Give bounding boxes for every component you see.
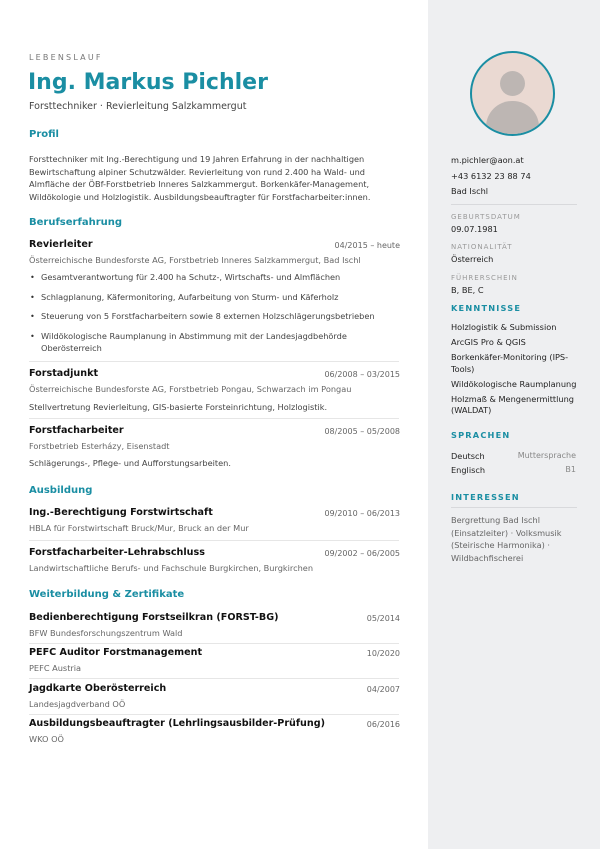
language-name: Deutsch bbox=[451, 451, 485, 461]
skills-heading: KENNTNISSE bbox=[451, 303, 522, 313]
cert-date: 10/2020 bbox=[366, 649, 400, 658]
birthdate-value: 09.07.1981 bbox=[451, 224, 498, 234]
skill-item: Borkenkäfer-Monitoring (IPS-Tools) bbox=[451, 352, 569, 374]
avatar-body-shape bbox=[486, 101, 539, 136]
divider bbox=[29, 643, 399, 644]
language-name: Englisch bbox=[451, 465, 486, 475]
profile-heading: Profil bbox=[29, 129, 59, 140]
document-eyebrow: LEBENSLAUF bbox=[29, 53, 103, 62]
language-level: Muttersprache bbox=[517, 451, 576, 460]
profile-text: Forsttechniker mit Ing.-Berechtigung und 19 Jahren Erfahrung in der nachhaltigen Bewirtschaftung alpiner Schutzwälder. Revierleitung von rund 2.400 ha Wald- und Almfläche der ÖBf-Forstbetrieb Inneres Salzkammergut. Borkenkäfer-Management, Wildökologie und Holzlogistik. Ausbildungsbeauftragter für Forstfacharbeiter:innen. bbox=[29, 154, 371, 202]
avatar-head-shape bbox=[500, 71, 525, 96]
nationality-label: NATIONALITÄT bbox=[451, 243, 513, 251]
job-title: Forstfacharbeiter bbox=[29, 425, 124, 436]
birthdate-label: GEBURTSDATUM bbox=[451, 213, 521, 221]
job-org: Forstbetrieb Esterházy, Eisenstadt bbox=[29, 441, 170, 451]
interests-heading: INTERESSEN bbox=[451, 492, 520, 502]
cert-date: 04/2007 bbox=[366, 685, 400, 694]
divider bbox=[29, 678, 399, 679]
job-bullet: • Schlagplanung, Käfermonitoring, Aufarbeitung von Sturm- und Käferholz bbox=[29, 291, 399, 304]
job-title: Revierleiter bbox=[29, 239, 93, 250]
divider bbox=[29, 540, 399, 541]
cert-date: 05/2014 bbox=[366, 614, 400, 623]
contact-email: m.pichler@aon.at bbox=[451, 155, 524, 165]
job-title: Forstadjunkt bbox=[29, 368, 99, 379]
education-date: 09/2002 – 06/2005 bbox=[324, 549, 400, 558]
job-org: Österreichische Bundesforste AG, Forstbetrieb Inneres Salzkammergut, Bad Ischl bbox=[29, 255, 361, 265]
job-org: Österreichische Bundesforste AG, Forstbetrieb Pongau, Schwarzach im Pongau bbox=[29, 384, 352, 394]
job-date: 04/2015 – heute bbox=[334, 241, 400, 250]
cert-title: Ausbildungsbeauftragter (Lehrlingsausbilder-Prüfung) bbox=[29, 718, 325, 729]
cert-date: 06/2016 bbox=[366, 720, 400, 729]
job-bullet: • Steuerung von 5 Forstfacharbeitern sowie 8 externen Holzschlägerungsbetrieben bbox=[29, 310, 399, 323]
certs-heading: Weiterbildung & Zertifikate bbox=[29, 589, 185, 600]
nationality-value: Österreich bbox=[451, 254, 494, 264]
education-org: HBLA für Forstwirtschaft Bruck/Mur, Bruck an der Mur bbox=[29, 523, 249, 533]
languages-heading: SPRACHEN bbox=[451, 430, 511, 440]
language-level: B1 bbox=[565, 465, 576, 474]
experience-heading: Berufserfahrung bbox=[29, 217, 123, 228]
contact-phone: +43 6132 23 88 74 bbox=[451, 171, 531, 181]
job-description: Stellvertretung Revierleitung, GIS-basierte Forsteinrichtung, Holzlogistik. bbox=[29, 402, 328, 412]
skill-item: Holzlogistik & Submission bbox=[451, 322, 557, 332]
cert-org: PEFC Austria bbox=[29, 663, 82, 673]
skill-item: ArcGIS Pro & QGIS bbox=[451, 337, 526, 347]
cert-org: WKO OÖ bbox=[29, 734, 64, 744]
education-title: Forstfacharbeiter-Lehrabschluss bbox=[29, 547, 205, 558]
education-title: Ing.-Berechtigung Forstwirtschaft bbox=[29, 507, 213, 518]
license-value: B, BE, C bbox=[451, 285, 484, 295]
skills-list bbox=[451, 322, 577, 420]
avatar bbox=[470, 51, 555, 136]
divider bbox=[29, 361, 399, 362]
education-date: 09/2010 – 06/2013 bbox=[324, 509, 400, 518]
job-bullet: • Wildökologische Raumplanung in Abstimmung mit der Landesjagdbehörde Oberösterreich bbox=[29, 330, 399, 355]
education-org: Landwirtschaftliche Berufs- und Fachschule Burgkirchen, Burgkirchen bbox=[29, 563, 314, 573]
sidebar-divider bbox=[451, 507, 577, 508]
person-name: Ing. Markus Pichler bbox=[28, 70, 268, 95]
job-date: 06/2008 – 03/2015 bbox=[324, 370, 400, 379]
cert-title: Bedienberechtigung Forstseilkran (FORST-BG) bbox=[29, 612, 279, 623]
license-label: FÜHRERSCHEIN bbox=[451, 274, 518, 282]
interests-text: Bergrettung Bad Ischl (Einsatzleiter) · Volksmusik (Steirische Harmonika) · Wildbachfischerei bbox=[451, 515, 562, 563]
job-bullets bbox=[29, 271, 399, 362]
skill-item: Wildökologische Raumplanung bbox=[451, 378, 577, 389]
cert-org: Landesjagdverband OÖ bbox=[29, 699, 126, 709]
divider bbox=[29, 418, 399, 419]
contact-city: Bad Ischl bbox=[451, 186, 489, 196]
sidebar-divider bbox=[451, 204, 577, 205]
education-heading: Ausbildung bbox=[29, 485, 93, 496]
skill-item: Holzmaß & Mengenermittlung (WALDAT) bbox=[451, 393, 574, 415]
cert-title: Jagdkarte Oberösterreich bbox=[29, 683, 167, 694]
cert-title: PEFC Auditor Forstmanagement bbox=[29, 647, 203, 658]
job-description: Schlägerungs-, Pflege- und Aufforstungsarbeiten. bbox=[29, 458, 231, 468]
cert-org: BFW Bundesforschungszentrum Wald bbox=[29, 628, 183, 638]
person-subtitle: Forsttechniker · Revierleitung Salzkammergut bbox=[29, 101, 247, 112]
job-date: 08/2005 – 05/2008 bbox=[324, 427, 400, 436]
divider bbox=[29, 714, 399, 715]
job-bullet: • Gesamtverantwortung für 2.400 ha Schutz-, Wirtschafts- und Almflächen bbox=[29, 271, 399, 284]
